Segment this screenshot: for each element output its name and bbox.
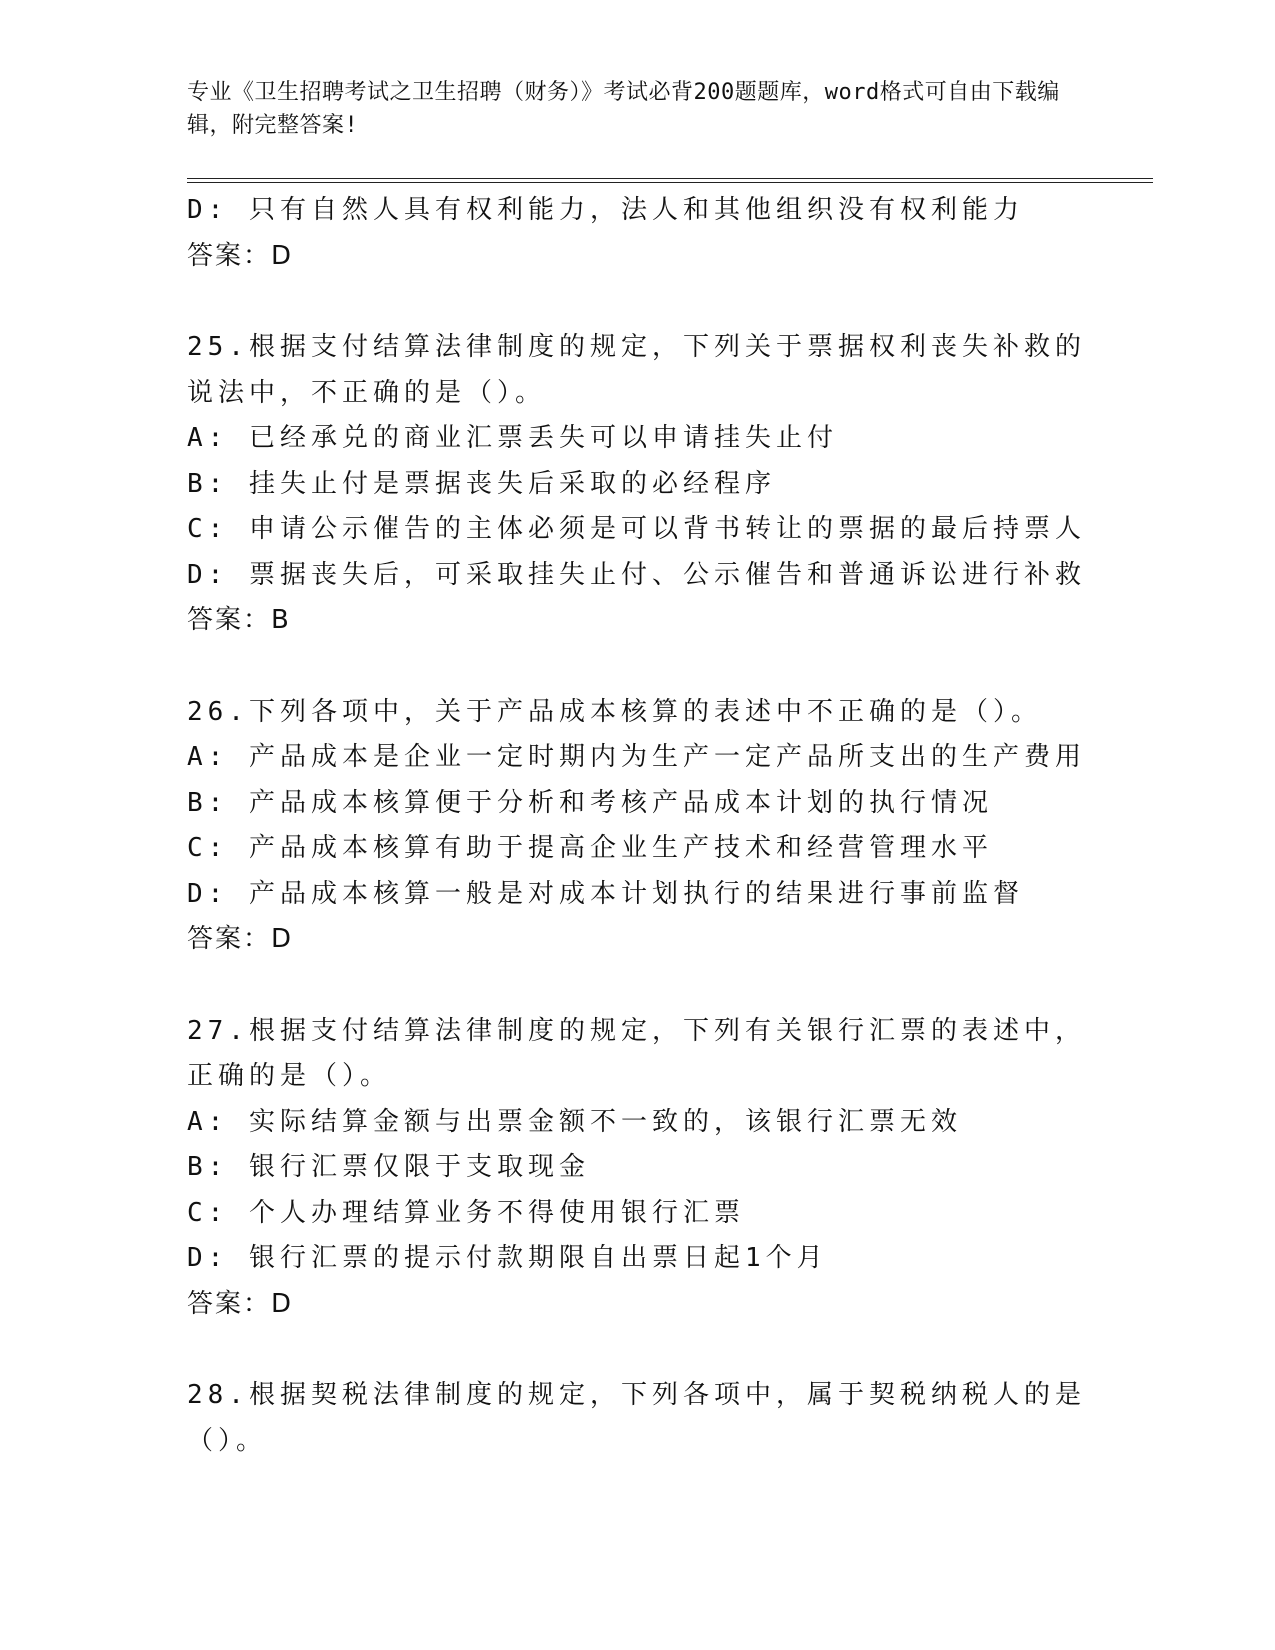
answer-label: 答案：D — [187, 924, 294, 954]
answer-label: 答案：D — [187, 240, 294, 271]
question-stem: 25.根据支付结算法律制度的规定，下列关于票据权利丧失补救的说法中，不正确的是（）。 — [187, 332, 1086, 408]
option-d: D: 产品成本核算一般是对成本计划执行的结果进行事前监督 — [187, 878, 1024, 909]
option-b: B: 挂失止付是票据丧失后采取的必经程序 — [187, 468, 776, 499]
spacer — [187, 1327, 1087, 1373]
document-header: 专业《卫生招聘考试之卫生招聘（财务）》考试必背200题题库，word格式可自由下载编辑，附完整答案! — [187, 80, 1060, 138]
option-b: B: 产品成本核算便于分析和考核产品成本计划的执行情况 — [187, 787, 993, 818]
option-c: C: 申请公示催告的主体必须是可以背书转让的票据的最后持票人 — [187, 514, 1086, 544]
option-c: C: 个人办理结算业务不得使用银行汇票 — [187, 1197, 745, 1228]
question-stem: 28.根据契税法律制度的规定，下列各项中，属于契税纳税人的是（）。 — [187, 1380, 1086, 1456]
option-d: D: 银行汇票的提示付款期限自出票日起1个月 — [187, 1243, 828, 1273]
question-stem: 26.下列各项中，关于产品成本核算的表述中不正确的是（）。 — [187, 696, 1042, 727]
spacer — [187, 963, 1087, 1009]
question-25 — [187, 325, 1087, 644]
option-a: A: 产品成本是企业一定时期内为生产一定产品所支出的生产费用 — [187, 742, 1086, 772]
option-a: A: 已经承兑的商业汇票丢失可以申请挂失止付 — [187, 423, 838, 453]
question-stem: 27.根据支付结算法律制度的规定，下列有关银行汇票的表述中，正确的是（）。 — [187, 1015, 1086, 1091]
document-body — [187, 188, 1087, 1464]
option-a: A: 实际结算金额与出票金额不一致的，该银行汇票无效 — [187, 1106, 962, 1137]
question-26 — [187, 690, 1087, 963]
option-d: D: 票据丧失后，可采取挂失止付、公示催告和普通诉讼进行补救 — [187, 559, 1086, 590]
option-c: C: 产品成本核算有助于提高企业生产技术和经营管理水平 — [187, 833, 993, 863]
header-divider — [187, 178, 1153, 183]
spacer — [187, 279, 1087, 325]
answer-label: 答案：D — [187, 1288, 294, 1319]
answer-label: 答案：B — [187, 605, 291, 635]
option-b: B: 银行汇票仅限于支取现金 — [187, 1152, 590, 1182]
question-28 — [187, 1373, 1087, 1464]
spacer — [187, 644, 1087, 690]
question-27 — [187, 1009, 1087, 1328]
option-d: D: 只有自然人具有权利能力，法人和其他组织没有权利能力 — [187, 195, 1024, 225]
